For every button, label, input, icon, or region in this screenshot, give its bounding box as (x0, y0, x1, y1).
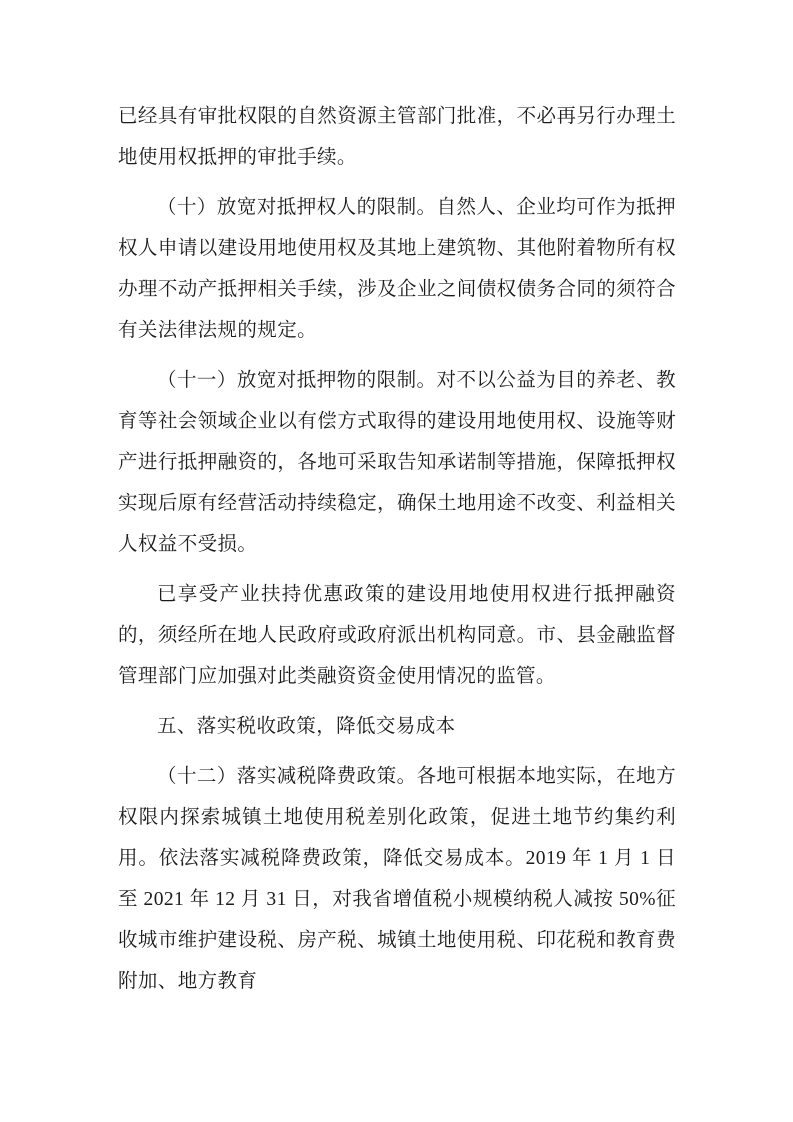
paragraph-item-11: （十一）放宽对抵押物的限制。对不以公益为目的养老、教育等社会领域企业以有偿方式取得的建设用地使用权、设施等财产进行抵押融资的，各地可采取告知承诺制等措施，保障抵押权实现后原有经营活动持续稳定，确保土地用途不改变、利益相关人权益不受损。 (118, 370, 676, 555)
paragraph-item-12: （十二）落实减税降费政策。各地可根据本地实际，在地方权限内探索城镇土地使用税差别化政策，促进土地节约集约利用。依法落实减税降费政策，降低交易成本。2019 年 1 月 1 日至 2021 年 12 月 31 日，对我省增值税小规模纳税人减按 50%征收城市维护建设税、房产税、城镇土地使用税、印花税和教育费附加、地方教育 (118, 766, 676, 992)
document-body (118, 96, 676, 1002)
paragraph-industry-policy: 已享受产业扶持优惠政策的建设用地使用权进行抵押融资的，须经所在地人民政府或政府派出机构同意。市、县金融监督管理部门应加强对此类融资资金使用情况的监管。 (118, 584, 676, 687)
paragraph-continuation: 已经具有审批权限的自然资源主管部门批准，不必再另行办理土地使用权抵押的审批手续。 (118, 106, 676, 168)
section-heading-five: 五、落实税收政策，降低交易成本 (157, 716, 456, 737)
paragraph-item-10: （十）放宽对抵押权人的限制。自然人、企业均可作为抵押权人申请以建设用地使用权及其地上建筑物、其他附着物所有权办理不动产抵押相关手续，涉及企业之间债权债务合同的须符合有关法律法规的规定。 (118, 197, 676, 341)
